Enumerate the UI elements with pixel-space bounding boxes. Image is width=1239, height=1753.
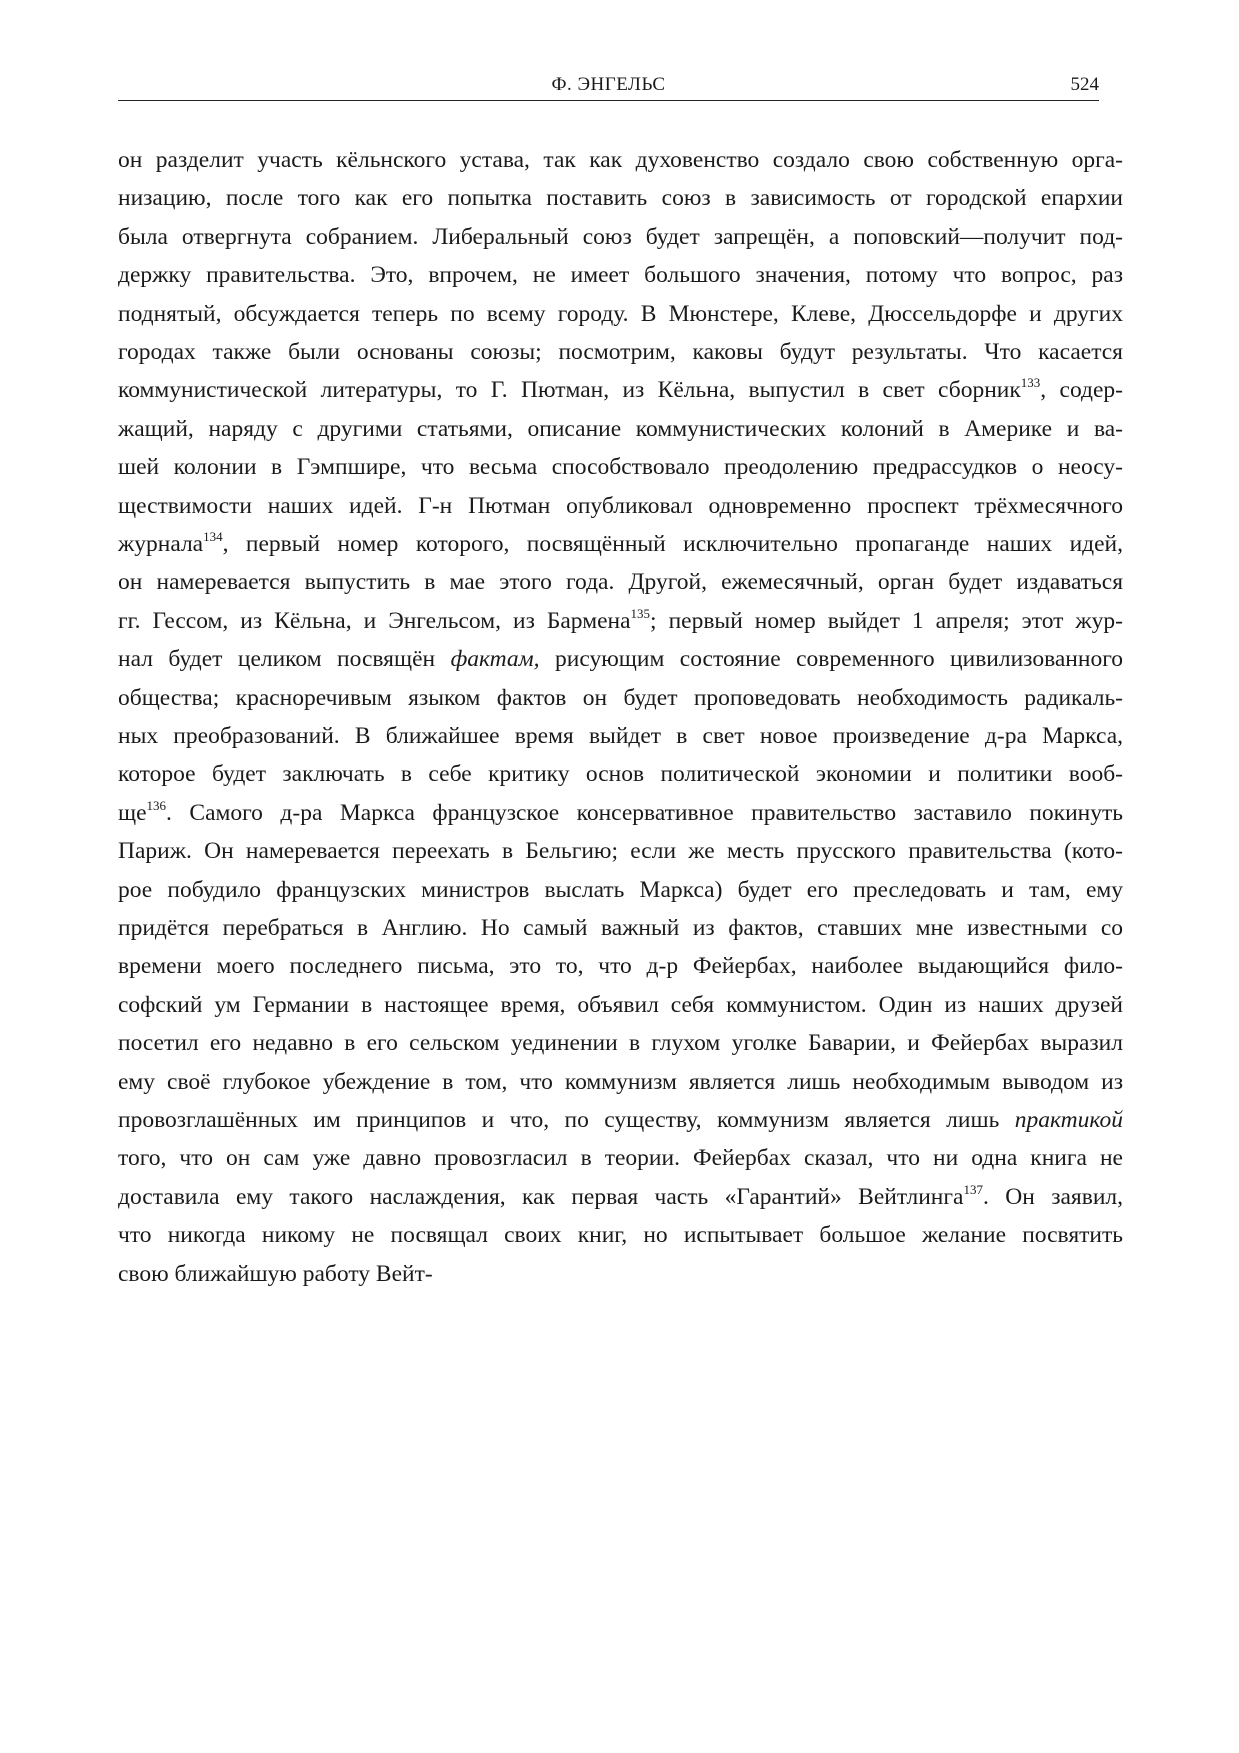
text-line <box>118 759 1123 789</box>
text-line <box>118 529 1123 559</box>
text-segment: доставила ему такого наслаждения, как первая часть «Гарантий» Вейтлинга <box>118 1183 964 1210</box>
text-segment: софский ум Германии в настоящее время, объявил себя коммунистом. Один из наших друзей <box>118 991 1123 1018</box>
text-segment: ных преобразований. В ближайшее время выйдет в свет новое произведение д-ра Маркса, <box>118 723 1123 749</box>
text-segment: времени моего последнего письма, это то, что д-р Фейербах, наиболее выдающийся фило- <box>118 953 1123 980</box>
text-line <box>118 1182 1123 1212</box>
text-line <box>118 836 1123 866</box>
text-line <box>118 145 1123 175</box>
text-segment: нал будет целиком посвящён <box>118 646 451 673</box>
footnote-ref: 133 <box>1020 375 1041 391</box>
text-segment: жащий, наряду с другими статьями, описание коммунистических колоний в Америке и ва- <box>118 415 1123 442</box>
text-line <box>118 452 1123 482</box>
text-line <box>118 606 1123 636</box>
text-segment: он разделит участь кёльнского устава, так как духовенство создало свою собственную орга- <box>118 147 1123 173</box>
text-line <box>118 375 1123 405</box>
text-segment: ; первый номер выйдет 1 апреля; этот жур- <box>650 607 1123 634</box>
text-line <box>118 1143 1123 1173</box>
text-segment: шей колонии в Гэмпшире, что весьма способствовало преодолению предрассудков о неосу- <box>118 454 1123 481</box>
text-line <box>118 1105 1123 1135</box>
text-segment: коммунистической литературы, то Г. Пютман, из Кёльна, выпустил в свет сборник <box>118 377 1021 404</box>
footnote-ref: 134 <box>203 529 223 544</box>
text-segment: Париж. Он намеревается переехать в Бельгию; если же месть прусского правительства (кото- <box>118 838 1123 865</box>
text-segment: . Он заявил, <box>982 1183 1124 1210</box>
text-segment: низацию, после того как его попытка поставить союз в зависимость от городской епархии <box>118 185 1123 212</box>
text-line <box>118 683 1123 713</box>
text-segment: того, что он сам уже давно провозгласил в теории. Фейербах сказал, что ни одна книга не <box>118 1145 1123 1172</box>
text-segment: , содер- <box>1040 377 1124 404</box>
text-segment: рое побудило французских министров выслать Маркса) будет его преследовать и там, ему <box>118 876 1123 903</box>
text-line <box>118 1220 1123 1250</box>
text-segment: посетил его недавно в его сельском уединении в глухом уголке Баварии, и Фейербах выразил <box>118 1030 1123 1057</box>
emphasized-text: фактам, <box>450 646 540 673</box>
text-line <box>118 414 1123 444</box>
page-number: 524 <box>1070 74 1099 95</box>
text-line <box>118 644 1123 674</box>
text-segment: что никогда никому не посвящал своих книг, но испытывает большое желание посвятить <box>118 1222 1123 1249</box>
text-line <box>118 567 1123 597</box>
text-segment: свою ближайшую работу Вейт- <box>118 1260 433 1287</box>
text-segment: была отвергнута собранием. Либеральный союз будет запрещён, а поповский—получит под- <box>118 223 1123 250</box>
text-line <box>118 299 1123 329</box>
footnote-ref: 137 <box>963 1181 983 1197</box>
text-segment: провозглашённых им принципов и что, по существу, коммунизм является лишь <box>118 1107 1015 1133</box>
text-segment: городах также были основаны союзы; посмотрим, каковы будут результаты. Что касается <box>118 339 1123 365</box>
text-line <box>118 1259 1123 1289</box>
footnote-ref: 135 <box>630 605 651 621</box>
text-line <box>118 951 1123 981</box>
text-segment: гг. Гессом, из Кёльна, и Энгельсом, из Бармена <box>118 607 631 634</box>
text-segment: держку правительства. Это, впрочем, не имеет большого значения, потому что вопрос, раз <box>118 262 1123 289</box>
text-segment: поднятый, обсуждается теперь по всему городу. В Мюнстере, Клеве, Дюссельдорфе и других <box>118 300 1123 327</box>
text-segment: ществимости наших идей. Г-н Пютман опубликовал одновременно проспект трёхмесячного <box>118 492 1123 519</box>
text-segment: . Самого д-ра Маркса французское консервативное правительство заставило покинуть <box>166 799 1123 826</box>
text-segment: ще <box>118 799 147 826</box>
text-line <box>118 183 1123 213</box>
text-line <box>118 337 1123 367</box>
text-segment: он намеревается выпустить в мае этого года. Другой, ежемесячный, орган будет издаваться <box>118 569 1123 596</box>
text-line <box>118 913 1123 943</box>
text-line <box>118 491 1123 521</box>
text-segment: рисующим состояние современного цивилизованного <box>539 646 1123 673</box>
text-line <box>118 721 1123 751</box>
text-line <box>118 798 1123 828</box>
emphasized-text: практикой <box>1014 1107 1123 1133</box>
running-header <box>118 74 1099 101</box>
text-line <box>118 1067 1123 1097</box>
text-segment: ему своё глубокое убеждение в том, что коммунизм является лишь необходимым выводом из <box>118 1068 1123 1095</box>
text-line <box>118 875 1123 905</box>
text-line <box>118 260 1123 290</box>
text-segment: журнала <box>118 531 204 557</box>
text-line <box>118 222 1123 252</box>
footnote-ref: 136 <box>146 797 167 813</box>
text-segment: придётся перебраться в Англию. Но самый важный из фактов, ставших мне известными со <box>118 915 1123 941</box>
text-segment: общества; красноречивым языком фактов он будет проповедовать необходимость радикаль- <box>118 684 1123 711</box>
text-segment: которое будет заключать в себе критику основ политической экономии и политики вооб- <box>118 761 1123 788</box>
text-segment: , первый номер которого, посвящённый исключительно пропаганде наших идей, <box>222 531 1123 557</box>
text-line <box>118 1028 1123 1058</box>
text-line <box>118 990 1123 1020</box>
running-title: Ф. ЭНГЕЛЬС <box>551 74 666 95</box>
